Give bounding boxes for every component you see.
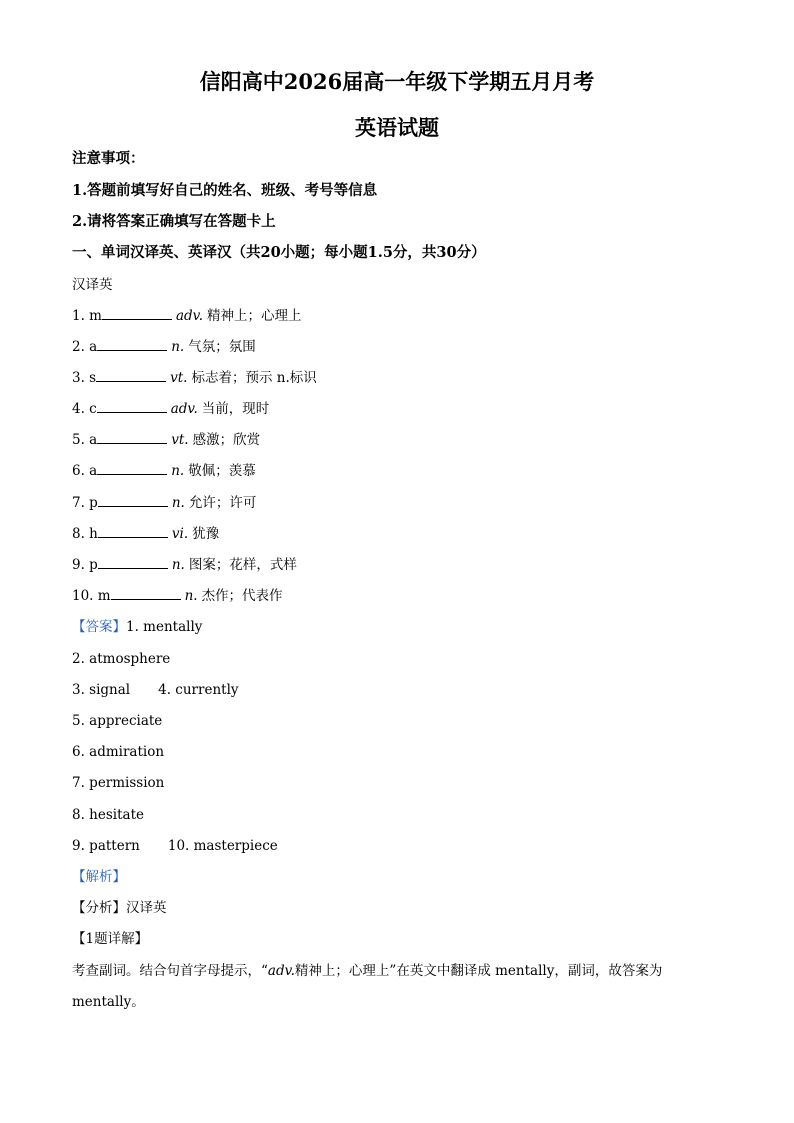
part-of-speech: vt. bbox=[171, 432, 189, 448]
page-subtitle: 英语试题 bbox=[355, 115, 439, 140]
notice-item-1: 1.答题前填写好自己的姓名、班级、考号等信息 bbox=[72, 182, 378, 199]
answer-value: 10. masterpiece bbox=[167, 838, 278, 854]
notice-item-2: 2.请将答案正确填写在答题卡上 bbox=[72, 213, 276, 230]
answer-value: 3. signal bbox=[72, 682, 131, 698]
question-item bbox=[72, 307, 302, 325]
detail-label: 【1题详解】 bbox=[72, 931, 149, 947]
part-of-speech: n. bbox=[171, 463, 185, 479]
question-number: 7. p bbox=[72, 495, 98, 511]
question-item bbox=[72, 494, 256, 512]
question-number: 8. h bbox=[72, 526, 98, 542]
part-of-speech: n. bbox=[184, 588, 198, 604]
answer-value: 2. atmosphere bbox=[72, 651, 171, 667]
answer-blank bbox=[111, 587, 181, 600]
question-number: 1. m bbox=[72, 308, 102, 324]
answer-value: 9. pattern bbox=[72, 838, 140, 854]
question-item bbox=[72, 338, 256, 356]
part-of-speech: n. bbox=[171, 495, 185, 511]
answer-value: 1. mentally bbox=[126, 619, 203, 635]
question-meaning: 精神上；心理上 bbox=[207, 308, 302, 324]
analysis-label: 【解析】 bbox=[72, 869, 126, 885]
page-title: 信阳高中2026届高一年级下学期五月月考 bbox=[199, 69, 595, 94]
answer-blank bbox=[98, 525, 168, 538]
question-meaning: 敬佩；羡慕 bbox=[188, 463, 256, 479]
answer-row bbox=[72, 618, 202, 636]
answer-blank bbox=[97, 338, 167, 351]
answer-blank bbox=[97, 462, 167, 475]
answer-blank bbox=[102, 307, 172, 320]
part-of-speech: adv. bbox=[267, 963, 295, 979]
question-item bbox=[72, 462, 256, 480]
answer-label: 【答案】 bbox=[72, 619, 126, 635]
part-of-speech: vt. bbox=[170, 370, 188, 386]
detail-text-line-1 bbox=[72, 962, 662, 980]
question-number: 4. c bbox=[72, 401, 97, 417]
answer-value: 5. appreciate bbox=[72, 713, 163, 729]
question-item bbox=[72, 369, 317, 387]
question-number: 10. m bbox=[72, 588, 111, 604]
fenxi-text: 汉译英 bbox=[126, 900, 167, 916]
part-of-speech: adv. bbox=[175, 308, 203, 324]
fenxi-row bbox=[72, 899, 167, 917]
answer-value: 6. admiration bbox=[72, 744, 165, 760]
question-number: 3. s bbox=[72, 370, 97, 386]
part-of-speech: adv. bbox=[170, 401, 198, 417]
question-item bbox=[72, 587, 283, 605]
answer-row bbox=[72, 837, 278, 855]
question-number: 6. a bbox=[72, 463, 98, 479]
answer-blank bbox=[97, 431, 167, 444]
question-item bbox=[72, 400, 269, 418]
answer-blank bbox=[98, 494, 168, 507]
section-title: 一、单词汉译英、英译汉（共20小题；每小题1.5分，共30分） bbox=[72, 244, 486, 261]
detail-text-part: 考查副词。结合句首字母提示，“ bbox=[72, 963, 268, 979]
answer-value: 7. permission bbox=[72, 775, 165, 791]
part-of-speech: n. bbox=[171, 339, 185, 355]
question-meaning: 标志着；预示 n.标识 bbox=[191, 370, 317, 386]
question-meaning: 杰作；代表作 bbox=[201, 588, 283, 604]
answer-value: 4. currently bbox=[158, 682, 239, 698]
question-meaning: 犹豫 bbox=[192, 526, 220, 542]
question-item bbox=[72, 431, 260, 449]
answer-blank bbox=[98, 556, 168, 569]
question-meaning: 气氛；氛围 bbox=[188, 339, 256, 355]
question-number: 5. a bbox=[72, 432, 98, 448]
answer-blank bbox=[96, 369, 166, 382]
part-of-speech: vi. bbox=[171, 526, 189, 542]
question-meaning: 允许；许可 bbox=[188, 495, 257, 511]
question-number: 2. a bbox=[72, 339, 98, 355]
question-meaning: 感激；欣赏 bbox=[192, 432, 261, 448]
detail-text-part: 精神上；心理上”在英文中翻译成 mentally，副词，故答案为 bbox=[294, 963, 663, 979]
notice-heading: 注意事项： bbox=[72, 150, 145, 167]
question-item bbox=[72, 525, 219, 543]
part-of-speech: n. bbox=[171, 557, 185, 573]
question-meaning: 图案；花样，式样 bbox=[188, 557, 297, 573]
question-number: 9. p bbox=[72, 557, 98, 573]
answer-blank bbox=[97, 400, 167, 413]
answer-value: 8. hesitate bbox=[72, 807, 144, 823]
question-meaning: 当前，现时 bbox=[201, 401, 270, 417]
section-subtitle: 汉译英 bbox=[72, 277, 113, 293]
fenxi-label: 【分析】 bbox=[72, 900, 126, 916]
answer-row bbox=[72, 681, 239, 699]
detail-text-line-2: mentally。 bbox=[72, 994, 145, 1010]
question-item bbox=[72, 556, 297, 574]
